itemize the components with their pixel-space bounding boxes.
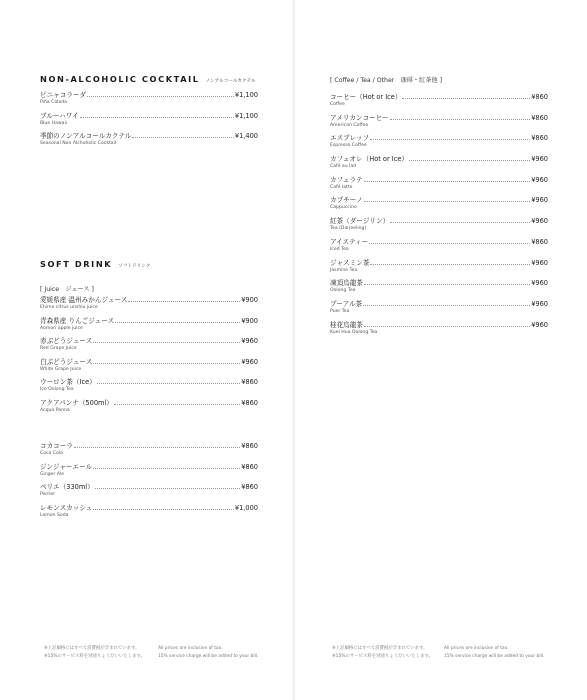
leader-dots (409, 160, 530, 161)
menu-item (40, 112, 258, 133)
item-price: ¥1,100 (234, 91, 258, 99)
item-name: エスプレッソ (330, 134, 370, 143)
item-price: ¥1,400 (234, 132, 258, 141)
item-price: ¥860 (241, 442, 258, 450)
leader-dots (114, 404, 240, 405)
item-price: ¥960 (531, 217, 548, 226)
item-name: アイスティー (330, 237, 369, 246)
item-en-name: Jasmine Tea (330, 267, 358, 273)
leader-dots (93, 509, 234, 510)
menu-item (330, 134, 548, 155)
leader-dots (364, 284, 530, 285)
leader-dots (364, 201, 530, 202)
item-name: 愛媛県産 温州みかんジュース (40, 296, 128, 304)
item-en-name: Ehime citrus unshiu juice (40, 305, 98, 310)
leader-dots (402, 98, 530, 99)
item-price: ¥860 (531, 93, 548, 101)
leader-dots (93, 468, 240, 469)
item-en-name: Red Grape Juice (40, 346, 77, 352)
section-title-en: SOFT DRINK (40, 259, 113, 269)
item-en-name: Tea (Darjeeling) (330, 226, 367, 232)
item-en-name: Kuei Hua Oolong Tea (330, 329, 378, 335)
item-price: ¥860 (531, 113, 548, 122)
item-name: 季節のノンアルコールカクテル (40, 132, 132, 141)
leader-dots (87, 96, 234, 97)
menu-item (40, 337, 258, 358)
item-name: 紅茶（ダージリン） (330, 217, 390, 226)
item-en-name: Lemon Soda (40, 512, 69, 518)
item-name: 白ぶどうジュース (40, 357, 93, 366)
menu-item (40, 358, 258, 379)
item-en-name: Café latte (330, 184, 353, 190)
menu-item (40, 296, 258, 317)
service-note-en: 15% service charge will be added to your bill. (444, 653, 545, 659)
menu-item (330, 114, 548, 135)
item-name: カプチーノ (330, 196, 363, 205)
item-en-name: Piña Colada (40, 100, 67, 105)
item-price: ¥960 (531, 155, 548, 164)
item-en-name: Coca Cola (40, 451, 63, 456)
item-en-name: Blue Hawaii (40, 120, 68, 126)
leader-dots (97, 383, 240, 384)
coffee-tea-list (330, 93, 548, 341)
item-name: プーアル茶 (330, 299, 363, 308)
item-price: ¥960 (531, 279, 548, 288)
section-title-soft-drink (40, 259, 150, 269)
item-price: ¥1,000 (234, 503, 258, 512)
menu-item (330, 321, 548, 342)
leader-dots (390, 222, 530, 223)
leader-dots (369, 243, 530, 244)
leader-dots (95, 488, 241, 489)
item-name: 桂花烏龍茶 (330, 320, 363, 329)
menu-item (40, 463, 258, 484)
non-alcoholic-list (40, 91, 258, 153)
item-price: ¥1,100 (234, 111, 258, 120)
item-name: コカコーラ (40, 442, 73, 450)
menu-item (40, 378, 258, 399)
leader-dots (128, 301, 240, 302)
item-en-name: Espresso Coffee (330, 143, 367, 149)
tax-note-jp: ※上記価格にはすべて消費税が含まれています。 (332, 646, 428, 651)
item-name: ピニャコラーダ (40, 91, 87, 99)
leader-dots (80, 117, 234, 118)
item-en-name: Aomori apple juice (40, 325, 83, 331)
menu-item (40, 483, 258, 504)
item-name: ペリエ（330ml） (40, 483, 94, 492)
menu-item (40, 399, 258, 420)
item-name: ウーロン茶（Ice） (40, 378, 96, 387)
item-name: 凍頂烏龍茶 (330, 279, 363, 288)
item-en-name: Perrier (40, 492, 56, 498)
item-en-name: Ice Oolong Tea (40, 387, 74, 393)
item-name: アメリカンコーヒー (330, 113, 389, 122)
service-note-jp: ※15%のサービス料を別途ちょうだいいたします。 (44, 653, 145, 659)
footer-note-jp (332, 645, 433, 660)
item-price: ¥960 (241, 337, 258, 346)
leader-dots (363, 305, 530, 306)
item-price: ¥960 (531, 299, 548, 308)
footer-note-jp (44, 645, 145, 660)
item-en-name: Puer Tea (330, 308, 350, 314)
section-title-non-alcoholic (40, 74, 255, 84)
tax-note-en: All prices are inclusive of tax. (444, 646, 509, 651)
coffee-tea-heading: [ Coffee / Tea / Other 珈琲・紅茶他 ] (330, 77, 442, 84)
leader-dots (115, 322, 240, 323)
item-price: ¥900 (241, 296, 258, 304)
menu-item (40, 317, 258, 338)
item-name: 青森県産 りんごジュース (40, 316, 115, 325)
item-en-name: Seasonal Non Alchoholic Cocktail (40, 141, 117, 147)
menu-item (330, 155, 548, 176)
menu-item (330, 176, 548, 197)
item-en-name: American Coffee (330, 122, 369, 128)
item-name: 赤ぶどうジュース (40, 337, 93, 346)
leader-dots (370, 139, 530, 140)
item-name: アクアパンナ（500ml） (40, 398, 113, 407)
item-price: ¥900 (241, 316, 258, 325)
soft-drink-list (40, 442, 258, 524)
menu-item (40, 442, 258, 463)
item-price: ¥860 (241, 483, 258, 492)
item-en-name: Ginger Ale (40, 471, 65, 477)
item-en-name: White Grape Juice (40, 366, 82, 372)
item-en-name: Iced Tea (330, 246, 349, 252)
item-price: ¥860 (241, 378, 258, 387)
item-name: ジンジャーエール (40, 462, 93, 471)
leader-dots (93, 342, 240, 343)
tax-note-en: All prices are inclusive of tax. (158, 646, 223, 651)
item-name: ブルーハワイ (40, 111, 79, 120)
item-price: ¥960 (531, 175, 548, 184)
item-en-name: Oolong Tea (330, 288, 356, 294)
menu-item (330, 300, 548, 321)
section-title-en: NON-ALCOHOLIC COCKTAIL (40, 74, 200, 84)
item-en-name: Coffee (330, 102, 345, 107)
menu-page-left (0, 0, 293, 700)
menu-item (40, 132, 258, 153)
tax-note-jp: ※上記価格にはすべて消費税が含まれています。 (44, 646, 140, 651)
item-price: ¥960 (531, 320, 548, 329)
leader-dots (74, 447, 240, 448)
item-price: ¥960 (241, 357, 258, 366)
item-price: ¥860 (241, 462, 258, 471)
item-name: レモンスカッシュ (40, 503, 93, 512)
footer-note-en (444, 645, 544, 660)
leader-dots (132, 137, 234, 138)
item-en-name: Café au lait (330, 164, 357, 170)
menu-item (40, 504, 258, 525)
leader-dots (364, 181, 531, 182)
item-en-name: Acqua Panna (40, 407, 70, 413)
menu-item (330, 93, 548, 114)
juice-heading: [ Juice ジュース ] (40, 286, 94, 293)
menu-item (330, 196, 548, 217)
leader-dots (370, 264, 530, 265)
service-note-en: 15% service charge will be added to your bill. (158, 653, 259, 659)
item-price: ¥960 (531, 196, 548, 205)
item-name: カフェラテ (330, 175, 363, 184)
menu-item (330, 279, 548, 300)
leader-dots (93, 363, 240, 364)
menu-item (330, 238, 548, 259)
juice-list (40, 296, 258, 420)
menu-item (330, 217, 548, 238)
item-price: ¥860 (531, 237, 548, 246)
section-title-jp: ノンアルコールカクテル (205, 79, 256, 84)
item-price: ¥860 (531, 134, 548, 143)
footer-note-en (158, 645, 258, 660)
item-price: ¥960 (531, 258, 548, 267)
item-price: ¥860 (241, 398, 258, 407)
item-name: コーヒー（Hot or Ice） (330, 93, 402, 101)
menu-item (40, 91, 258, 112)
service-note-jp: ※15%のサービス料を別途ちょうだいいたします。 (332, 653, 433, 659)
leader-dots (364, 326, 530, 327)
leader-dots (390, 119, 531, 120)
menu-item (330, 259, 548, 280)
menu-page-right (295, 0, 587, 700)
section-title-jp: ソフトドリンク (118, 264, 151, 269)
item-name: カフェオレ（Hot or Ice） (330, 155, 408, 164)
item-en-name: Cappuccino (330, 205, 357, 211)
item-name: ジャスミン茶 (330, 258, 370, 267)
